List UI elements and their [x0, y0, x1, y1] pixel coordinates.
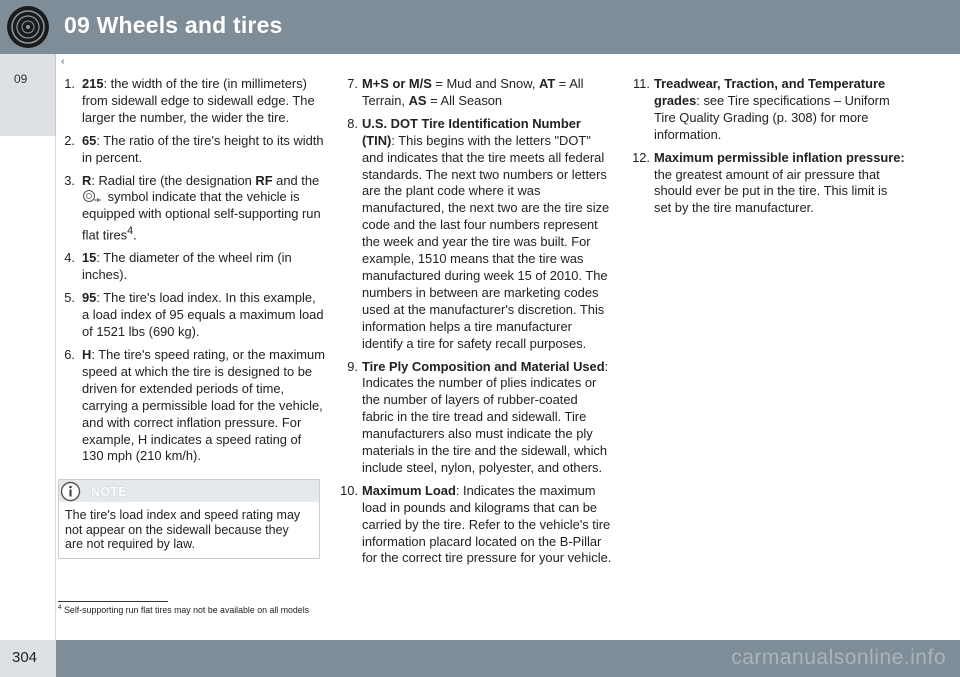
- footnote-ref: 4: [127, 225, 134, 238]
- item-term: Maximum permissible inflation pressure:: [654, 149, 905, 165]
- item-text: = Mud and Snow,: [431, 76, 539, 91]
- item-number: 9.: [347, 358, 358, 374]
- item-term: 15: [82, 250, 97, 266]
- list-item: [330, 483, 612, 568]
- footnote-text: Self-supporting run flat tires may not be available on all models: [61, 604, 310, 615]
- item-term: 65: [82, 132, 97, 148]
- list-item: [58, 347, 326, 465]
- item-number: 5.: [64, 290, 75, 306]
- item-number: 2.: [64, 132, 75, 148]
- list-item: [622, 76, 908, 144]
- item-text: : Radial tire (the designation: [91, 172, 256, 188]
- item-term: Tire Ply Composition and Material Used: [362, 358, 605, 374]
- item-text: symbol indicate that the vehicle is equipped with optional self-supporting run flat tires: [82, 189, 321, 243]
- item-term: AS: [408, 92, 427, 108]
- item-text: = All Terrain,: [362, 76, 584, 108]
- column-1: [58, 76, 326, 559]
- list-item: [58, 250, 326, 284]
- item-number: 1.: [64, 76, 75, 91]
- item-text: : The ratio of the tire's height to its width in percent.: [82, 132, 324, 165]
- column-2: [330, 76, 612, 573]
- item-text: : The tire's speed rating, or the maximum speed at which the tire is designed to be driven for extended periods of time, carrying a permissible load for the vehicle, and with correct inflation pressure. For example, H indicates a speed rating of 130 mph (210 km/h).: [82, 346, 325, 464]
- footnote-divider: [58, 601, 168, 602]
- item-text: : the width of the tire (in millimeters) from sidewall edge to sidewall edge. The larger the number, the wider the tire.: [82, 76, 315, 125]
- item-number: 11.: [633, 76, 650, 91]
- item-text: .: [133, 227, 137, 243]
- item-number: 7.: [347, 76, 358, 91]
- list-item: [58, 76, 326, 127]
- item-term: U.S. DOT Tire Identification Number (TIN): [362, 115, 581, 148]
- item-number: 8.: [347, 115, 358, 131]
- page-title: 09 Wheels and tires: [64, 12, 283, 38]
- item-number: 12.: [632, 149, 650, 165]
- item-text: : This begins with the letters "DOT" and indicates that the tire meets all federal standards. The next two numbers or letters are the plant code where it was manufactured, the next two are the tire size code and the last four numbers represent the week and year the tire was built. For example, 1510 means that the tire was manufactured during week 15 of 2010. The numbers in between are marketing codes used at the manufacturer's discretion. This information helps a tire manufacturer identify a tire for safety recall purposes.: [362, 132, 610, 351]
- list-item: [58, 173, 326, 245]
- item-term: Treadwear, Traction, and Temperature grades: [654, 76, 886, 108]
- list-item: [622, 150, 908, 218]
- chapter-number: 09: [14, 72, 28, 86]
- item-term: RF: [255, 172, 273, 188]
- item-term: 95: [82, 290, 97, 306]
- list-item: [58, 133, 326, 167]
- item-number: 6.: [64, 346, 75, 362]
- list-item: [330, 116, 612, 353]
- page-number: 304: [12, 649, 38, 666]
- watermark: carmanualsonline.info: [731, 646, 946, 669]
- item-number: 4.: [64, 250, 75, 266]
- item-number: 3.: [64, 172, 75, 188]
- item-term: Maximum Load: [362, 482, 456, 498]
- item-term: 215: [82, 76, 104, 91]
- list-item: [330, 359, 612, 477]
- list-item: [330, 76, 612, 110]
- item-number: 10.: [340, 482, 358, 498]
- continued-from-previous-marker: ‹‹: [61, 56, 62, 67]
- item-term: R: [82, 172, 92, 188]
- footnote-mark: 4: [58, 604, 62, 611]
- item-text: : see Tire specifications – Uniform Tire Quality Grading (p. 308) for more information.: [654, 92, 890, 142]
- item-text: the greatest amount of air pressure that should ever be put in the tire. This limit is set by the tire manufacturer.: [654, 166, 888, 216]
- wheel-icon: [5, 4, 51, 50]
- note-header: [59, 480, 319, 502]
- header-bar: [0, 0, 960, 54]
- item-text: : Indicates the number of plies indicates or the number of layers of rubber-coated fabric in the tire tread and sidewall. Tire manufacturers also must indicate the ply materials in the tire and the sidewall, which include steel, nylon, polyester, and others.: [362, 358, 609, 475]
- item-text: : Indicates the maximum load in pounds and kilograms that can be carried by the tire. Refer to the vehicle's tire information placard located on the B-Pillar for the correct tire pressure for your vehicle.: [362, 482, 612, 566]
- column-3: [622, 76, 908, 223]
- footnote: [58, 604, 309, 615]
- chapter-tab: [0, 54, 56, 136]
- item-text: : The diameter of the wheel rim (in inches).: [82, 250, 292, 283]
- note-box: [58, 479, 320, 559]
- note-text: The tire's load index and speed rating may not appear on the sidewall because they are not required by law.: [65, 508, 301, 552]
- item-text: : The tire's load index. In this example, a load index of 95 equals a maximum load of 1521 lbs (690 kg).: [82, 290, 324, 340]
- run-flat-tire-icon: [82, 189, 102, 203]
- item-term: AT: [538, 76, 556, 91]
- item-text: and the: [272, 172, 320, 188]
- item-term: H: [82, 346, 92, 362]
- sidebar-divider: [55, 136, 56, 640]
- item-text: = All Season: [426, 92, 503, 108]
- list-item: [58, 290, 326, 341]
- info-icon: [60, 481, 81, 502]
- item-term: M+S or M/S: [362, 76, 432, 91]
- note-label: NOTE: [91, 485, 127, 500]
